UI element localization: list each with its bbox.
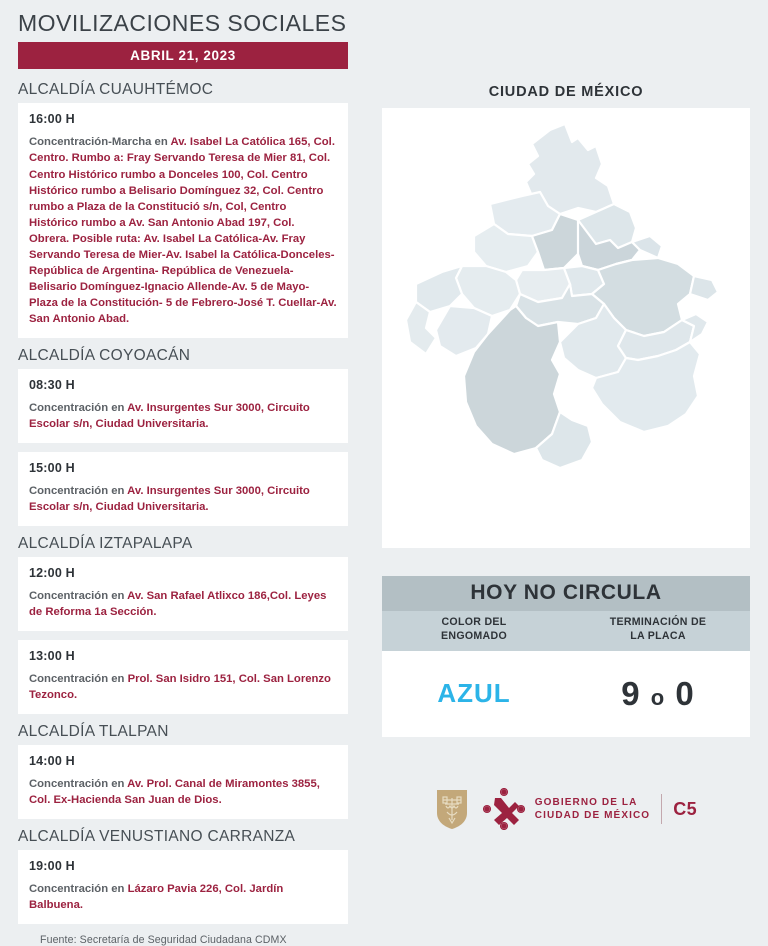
event-card bbox=[18, 369, 348, 443]
event-card bbox=[18, 850, 348, 924]
map-column bbox=[382, 84, 750, 737]
borough-heading: ALCALDÍA TLALPAN bbox=[18, 723, 169, 741]
page-title: MOVILIZACIONES SOCIALES bbox=[18, 10, 347, 36]
event-description bbox=[29, 400, 337, 432]
plate-endings-value bbox=[566, 675, 750, 713]
date-badge: ABRIL 21, 2023 bbox=[18, 42, 348, 69]
hoy-no-circula-panel bbox=[382, 576, 750, 737]
map-title: CIUDAD DE MÉXICO bbox=[488, 84, 644, 100]
event-time: 14:00 H bbox=[29, 754, 75, 769]
event-connector: en bbox=[108, 589, 128, 602]
event-connector: en bbox=[108, 673, 128, 685]
event-connector: en bbox=[108, 778, 128, 791]
engomado-color-value: AZUL bbox=[437, 678, 511, 709]
event-action: Concentración bbox=[29, 883, 109, 896]
column-header-engomado bbox=[382, 616, 566, 644]
placa-line2: LA PLACA bbox=[630, 629, 686, 642]
event-location: Prol. San Isidro 151, Col. San Lorenzo Tezonco. bbox=[29, 673, 331, 702]
event-time: 16:00 H bbox=[29, 112, 75, 127]
event-location: Av. Prol. Canal de Miramontes 3855, Col. Ex-Hacienda San Juan de Dios. bbox=[29, 778, 320, 807]
event-description bbox=[29, 134, 337, 326]
event-time: 19:00 H bbox=[29, 859, 75, 874]
engomado-line1: COLOR DEL bbox=[441, 616, 507, 628]
event-location: Lázaro Pavia 226, Col. Jardín Balbuena. bbox=[29, 883, 284, 912]
plate-separator: o bbox=[650, 684, 666, 710]
event-location: Av. San Rafael Atlixco 186,Col. Leyes de Reforma 1a Sección. bbox=[29, 589, 327, 618]
event-time: 15:00 H bbox=[29, 460, 75, 475]
gobierno-text bbox=[535, 796, 650, 823]
event-connector: en bbox=[108, 883, 128, 896]
plate-digit-1: 9 bbox=[621, 674, 641, 712]
event-description bbox=[29, 483, 337, 515]
borough-list bbox=[18, 81, 348, 924]
cdmx-boroughs-map-icon bbox=[382, 108, 750, 548]
event-description bbox=[29, 588, 337, 620]
event-action: Concentración bbox=[29, 589, 109, 602]
borough-heading: ALCALDÍA VENUSTIANO CARRANZA bbox=[18, 828, 296, 846]
event-connector: en bbox=[108, 484, 128, 497]
logo-divider bbox=[661, 794, 662, 824]
gobierno-line1: GOBIERNO DE LA bbox=[534, 796, 638, 808]
event-connector: en bbox=[108, 401, 128, 414]
event-card bbox=[18, 103, 348, 337]
hoy-no-circula-subheader bbox=[382, 611, 750, 651]
borough-heading: ALCALDÍA CUAUHTÉMOC bbox=[18, 81, 214, 99]
source-note: Fuente: Secretaría de Seguridad Ciudadana CDMX bbox=[40, 934, 287, 946]
cdmx-x-logo-icon bbox=[483, 788, 525, 830]
event-action: Concentración bbox=[29, 673, 109, 685]
cdmx-shield-icon bbox=[435, 788, 469, 830]
event-description bbox=[29, 671, 337, 703]
event-location: Av. Insurgentes Sur 3000, Circuito Escolar s/n, Ciudad Universitaria. bbox=[29, 484, 310, 513]
hoy-no-circula-title: HOY NO CIRCULA bbox=[382, 576, 750, 611]
footer-logos bbox=[382, 788, 750, 830]
event-action: Concentración bbox=[29, 484, 109, 497]
cdmx-map-panel bbox=[382, 108, 750, 548]
plate-digit-2: 0 bbox=[675, 674, 695, 712]
event-time: 13:00 H bbox=[29, 649, 75, 663]
hoy-no-circula-values bbox=[382, 651, 750, 737]
event-action: Concentración-Marcha bbox=[29, 136, 152, 149]
event-location: Av. Insurgentes Sur 3000, Circuito Escolar s/n, Ciudad Universitaria. bbox=[29, 401, 310, 430]
event-description bbox=[29, 881, 337, 913]
event-action: Concentración bbox=[29, 401, 109, 414]
c5-label: C5 bbox=[673, 798, 698, 819]
event-card bbox=[18, 640, 348, 714]
gobierno-line2: CIUDAD DE MÉXICO bbox=[534, 810, 651, 821]
event-card bbox=[18, 452, 348, 526]
column-header-placa bbox=[566, 616, 750, 644]
event-connector: en bbox=[151, 136, 171, 149]
event-location: Av. Isabel La Católica 165, Col. Centro. Rumbo a: Fray Servando Teresa de Mier 81, Col. Centro Histórico rumbo a Donceles 100, Col. Centro Histórico rumbo a Belisario Domínguez 32, Col. Centro rumbo a Plaza de la Constitució s/n, Col, Centro Histórico rumbo a Av. San Antonio Abad 197, Col. Obrera. Posible ruta: Av. Isabel La Católica-Av. Fray Servando Teresa de Mier-Av. Isabel la Católica-Donceles-República de Argentina- República de Venezuela- Belisario Domínguez-Ignacio Allende-Av. 5 de Mayo-Plaza de la Constitución- 5 de Febrero-José T. Cuellar-Av. San Antonio Abad. bbox=[29, 136, 337, 325]
event-time: 12:00 H bbox=[29, 565, 75, 580]
event-card bbox=[18, 557, 348, 631]
engomado-line2: ENGOMADO bbox=[441, 629, 507, 642]
event-description bbox=[29, 776, 337, 808]
mobilizations-column bbox=[18, 10, 348, 946]
event-time: 08:30 H bbox=[29, 377, 75, 392]
borough-heading: ALCALDÍA COYOACÁN bbox=[18, 346, 191, 364]
event-card bbox=[18, 745, 348, 819]
event-action: Concentración bbox=[29, 778, 109, 791]
borough-heading: ALCALDÍA IZTAPALAPA bbox=[18, 534, 193, 552]
placa-line1: TERMINACIÓN DE bbox=[609, 616, 707, 628]
